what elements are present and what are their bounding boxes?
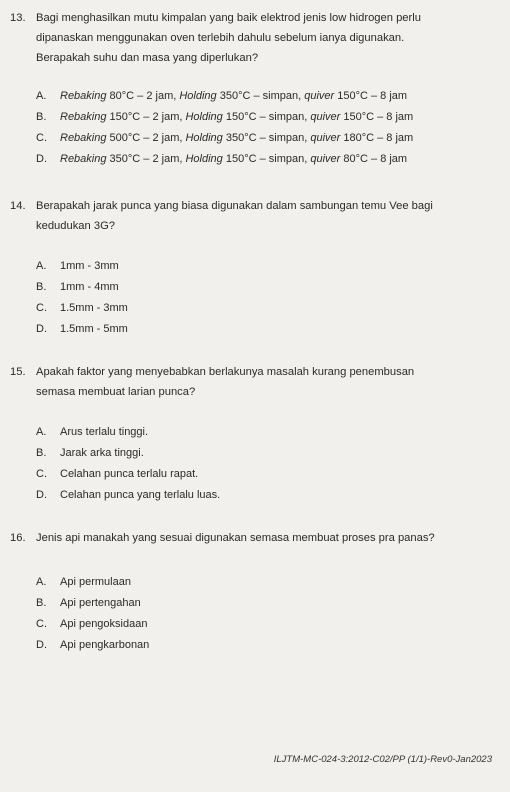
question-13-options	[36, 86, 496, 170]
question-number: 16.	[10, 532, 26, 544]
option-d[interactable]: D. Celahan punca yang terlalu luas.	[36, 489, 221, 501]
question-text: Berapakah jarak punca yang biasa digunakan dalam sambungan temu Vee bagi kedudukan 3G?	[36, 200, 433, 232]
option-d[interactable]: D. Rebaking 350°C – 2 jam, Holding 150°C – simpan, quiver 80°C – 8 jam	[36, 153, 408, 165]
question-14	[10, 196, 500, 236]
option-b[interactable]: B. Api pertengahan	[36, 597, 141, 609]
option-a[interactable]: A. 1mm - 3mm	[36, 260, 119, 272]
question-14-options	[36, 256, 496, 340]
option-a[interactable]: A. Api permulaan	[36, 576, 131, 588]
question-text: Bagi menghasilkan mutu kimpalan yang baik elektrod jenis low hidrogen perlu dipanaskan menggunakan oven terlebih dahulu sebelum ianya digunakan. Berapakah suhu dan masa yang diperlukan?	[36, 12, 421, 64]
document-code-footer: ILJTM-MC-024-3:2012-C02/PP (1/1)-Rev0-Jan2023	[273, 754, 492, 765]
question-16-options	[36, 572, 496, 656]
option-d[interactable]: D. 1.5mm - 5mm	[36, 323, 128, 335]
option-d[interactable]: D. Api pengkarbonan	[36, 639, 150, 651]
question-15	[10, 362, 500, 402]
question-number: 15.	[10, 366, 26, 378]
option-b[interactable]: B. Rebaking 150°C – 2 jam, Holding 150°C – simpan, quiver 150°C – 8 jam	[36, 111, 414, 123]
option-b[interactable]: B. Jarak arka tinggi.	[36, 447, 144, 459]
option-a[interactable]: A. Arus terlalu tinggi.	[36, 426, 149, 438]
question-number: 13.	[10, 12, 26, 24]
question-16	[10, 528, 500, 548]
option-c[interactable]: C. Rebaking 500°C – 2 jam, Holding 350°C – simpan, quiver 180°C – 8 jam	[36, 132, 414, 144]
option-b[interactable]: B. 1mm - 4mm	[36, 281, 119, 293]
option-c[interactable]: C. Api pengoksidaan	[36, 618, 148, 630]
question-15-options	[36, 422, 496, 506]
option-a[interactable]: A. Rebaking 80°C – 2 jam, Holding 350°C – simpan, quiver 150°C – 8 jam	[36, 90, 408, 102]
question-text: Jenis api manakah yang sesuai digunakan semasa membuat proses pra panas?	[36, 532, 435, 544]
option-c[interactable]: C. Celahan punca terlalu rapat.	[36, 468, 199, 480]
question-13	[10, 8, 500, 68]
option-c[interactable]: C. 1.5mm - 3mm	[36, 302, 128, 314]
question-number: 14.	[10, 200, 26, 212]
question-text: Apakah faktor yang menyebabkan berlakunya masalah kurang penembusan semasa membuat larian punca?	[36, 366, 415, 398]
